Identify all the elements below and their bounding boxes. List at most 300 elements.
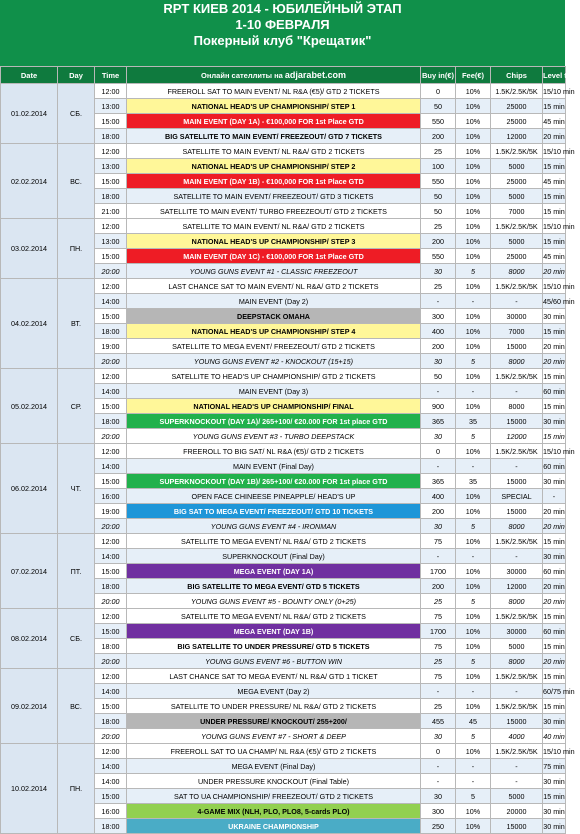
level-cell: 15 min <box>543 399 566 414</box>
event-cell: UNDER PRESSURE KNOCKOUT (Final Table) <box>127 774 421 789</box>
chips-cell: - <box>491 384 543 399</box>
col-event <box>127 67 421 84</box>
fee-cell: 10% <box>456 639 491 654</box>
fee-cell: 10% <box>456 369 491 384</box>
fee-cell: 5 <box>456 354 491 369</box>
time-cell: 15:00 <box>95 564 127 579</box>
fee-cell: - <box>456 459 491 474</box>
level-cell: 20 min <box>543 354 566 369</box>
event-cell: FREEROLL SAT TO MAIN EVENT/ NL R&A (€5)/ GTD 2 TICKETS <box>127 84 421 99</box>
time-cell: 12:00 <box>95 444 127 459</box>
buyin-cell: 200 <box>421 129 456 144</box>
event-dates: 1-10 ФЕВРАЛЯ <box>235 17 330 32</box>
time-cell: 13:00 <box>95 99 127 114</box>
chips-cell: 8000 <box>491 354 543 369</box>
chips-cell: 7000 <box>491 324 543 339</box>
level-cell: 15 min <box>543 639 566 654</box>
fee-cell: 10% <box>456 489 491 504</box>
buyin-cell: 550 <box>421 174 456 189</box>
fee-cell: 10% <box>456 249 491 264</box>
event-cell: SAT TO UA CHAMPIONSHIP/ FREEZEOUT/ GTD 2 TICKETS <box>127 789 421 804</box>
club-name: Покерный клуб "Крещатик" <box>193 33 372 48</box>
chips-cell: 1.5K/2.5K/5K <box>491 669 543 684</box>
time-cell: 15:00 <box>95 399 127 414</box>
time-cell: 16:00 <box>95 804 127 819</box>
fee-cell: 5 <box>456 429 491 444</box>
event-cell: LAST CHANCE SAT TO MAIN EVENT/ NL R&A/ GTD 2 TICKETS <box>127 279 421 294</box>
event-title: RPT КИЕВ 2014 - ЮБИЛЕЙНЫЙ ЭТАП <box>163 1 402 16</box>
event-cell: YOUNG GUNS EVENT #5 - BOUNTY ONLY (0+25) <box>127 594 421 609</box>
event-cell: FREEROLL SAT TO UA CHAMP/ NL R&A (€5)/ GTD 2 TICKETS <box>127 744 421 759</box>
time-cell: 15:00 <box>95 114 127 129</box>
time-cell: 15:00 <box>95 309 127 324</box>
buyin-cell: 75 <box>421 639 456 654</box>
date-cell: 03.02.2014 <box>1 219 58 279</box>
event-cell: SATELLITE TO MAIN EVENT/ FREEZEOUT/ GTD 3 TICKETS <box>127 189 421 204</box>
day-cell: ПТ. <box>58 534 95 609</box>
level-cell: 15/10 min <box>543 219 566 234</box>
day-cell: ЧТ. <box>58 444 95 534</box>
time-cell: 18:00 <box>95 129 127 144</box>
time-cell: 15:00 <box>95 249 127 264</box>
buyin-cell: 50 <box>421 369 456 384</box>
level-cell: 60 min <box>543 624 566 639</box>
table-row <box>1 609 566 624</box>
time-cell: 18:00 <box>95 189 127 204</box>
chips-cell: 25000 <box>491 99 543 114</box>
day-cell: ВС. <box>58 144 95 219</box>
buyin-cell: 75 <box>421 609 456 624</box>
time-cell: 14:00 <box>95 759 127 774</box>
fee-cell: 10% <box>456 129 491 144</box>
event-cell: MEGA EVENT (DAY 1A) <box>127 564 421 579</box>
fee-cell: 5 <box>456 519 491 534</box>
level-cell: 30 min <box>543 804 566 819</box>
fee-cell: - <box>456 684 491 699</box>
event-cell: SATELLITE TO MAIN EVENT/ NL R&A/ GTD 2 TICKETS <box>127 219 421 234</box>
buyin-cell: 300 <box>421 309 456 324</box>
level-cell: 15 min <box>543 369 566 384</box>
chips-cell: 1.5K/2.5K/5K <box>491 219 543 234</box>
col-time: Time <box>95 67 127 84</box>
event-cell: NATIONAL HEAD'S UP CHAMPIONSHIP/ STEP 2 <box>127 159 421 174</box>
event-cell: LAST CHANCE SAT TO MEGA EVENT/ NL R&A/ GTD 1 TICKET <box>127 669 421 684</box>
level-cell: 15 min <box>543 234 566 249</box>
fee-cell: 10% <box>456 579 491 594</box>
fee-cell: 10% <box>456 234 491 249</box>
chips-cell: 8000 <box>491 399 543 414</box>
buyin-cell: - <box>421 294 456 309</box>
level-cell: 20 min <box>543 654 566 669</box>
col-fee: Fee(€) <box>456 67 491 84</box>
time-cell: 15:00 <box>95 699 127 714</box>
day-cell: ВС. <box>58 669 95 744</box>
buyin-cell: 30 <box>421 789 456 804</box>
event-cell: MEGA EVENT (Final Day) <box>127 759 421 774</box>
level-cell: 30 min <box>543 414 566 429</box>
event-cell: UNDER PRESSURE/ KNOCKOUT/ 255+200/ <box>127 714 421 729</box>
level-cell: 30 min <box>543 309 566 324</box>
fee-cell: 10% <box>456 534 491 549</box>
chips-cell: 1.5K/2.5K/5K <box>491 444 543 459</box>
time-cell: 15:00 <box>95 624 127 639</box>
level-cell: 30 min <box>543 714 566 729</box>
level-cell: 15/10 min <box>543 444 566 459</box>
chips-cell: - <box>491 294 543 309</box>
fee-cell: 35 <box>456 414 491 429</box>
chips-cell: 5000 <box>491 234 543 249</box>
level-cell: 45 min <box>543 174 566 189</box>
date-cell: 04.02.2014 <box>1 279 58 369</box>
chips-cell: 30000 <box>491 624 543 639</box>
table-row <box>1 444 566 459</box>
date-cell: 09.02.2014 <box>1 669 58 744</box>
fee-cell: - <box>456 549 491 564</box>
buyin-cell: 200 <box>421 339 456 354</box>
time-cell: 15:00 <box>95 474 127 489</box>
buyin-cell: 200 <box>421 504 456 519</box>
buyin-cell: 25 <box>421 654 456 669</box>
buyin-cell: 900 <box>421 399 456 414</box>
fee-cell: 10% <box>456 699 491 714</box>
date-cell: 10.02.2014 <box>1 744 58 834</box>
col-chips: Chips <box>491 67 543 84</box>
buyin-cell: 365 <box>421 474 456 489</box>
level-cell: - <box>543 489 566 504</box>
time-cell: 15:00 <box>95 174 127 189</box>
event-cell: YOUNG GUNS EVENT #4 - IRONMAN <box>127 519 421 534</box>
event-cell: SATELLITE TO MEGA EVENT/ FREEZEOUT/ GTD 2 TICKETS <box>127 339 421 354</box>
level-cell: 15 min <box>543 189 566 204</box>
date-cell: 02.02.2014 <box>1 144 58 219</box>
fee-cell: 10% <box>456 174 491 189</box>
fee-cell: 5 <box>456 264 491 279</box>
buyin-cell: 0 <box>421 444 456 459</box>
fee-cell: - <box>456 384 491 399</box>
time-cell: 18:00 <box>95 714 127 729</box>
col-level: Level time <box>543 67 566 84</box>
buyin-cell: 400 <box>421 489 456 504</box>
chips-cell: 8000 <box>491 594 543 609</box>
fee-cell: 10% <box>456 309 491 324</box>
time-cell: 18:00 <box>95 324 127 339</box>
event-cell: NATIONAL HEAD'S UP CHAMPIONSHIP/ FINAL <box>127 399 421 414</box>
event-cell: SUPERKNOCKOUT (DAY 1B)/ 265+100/ €20.000 FOR 1st place GTD <box>127 474 421 489</box>
time-cell: 18:00 <box>95 414 127 429</box>
chips-cell: 25000 <box>491 174 543 189</box>
time-cell: 14:00 <box>95 459 127 474</box>
date-cell: 06.02.2014 <box>1 444 58 534</box>
event-cell: YOUNG GUNS EVENT #6 - BUTTON WIN <box>127 654 421 669</box>
chips-cell: 20000 <box>491 804 543 819</box>
chips-cell: 1.5K/2.5K/5K <box>491 699 543 714</box>
time-cell: 21:00 <box>95 204 127 219</box>
chips-cell: 8000 <box>491 264 543 279</box>
level-cell: 15 min <box>543 324 566 339</box>
event-cell: MAIN EVENT (Day 2) <box>127 294 421 309</box>
event-cell: BIG SAT TO MEGA EVENT/ FREEZEOUT/ GTD 10 TICKETS <box>127 504 421 519</box>
table-row <box>1 219 566 234</box>
event-cell: OPEN FACE CHINEESE PINEAPPLE/ HEAD'S UP <box>127 489 421 504</box>
chips-cell: 5000 <box>491 789 543 804</box>
table-row <box>1 84 566 99</box>
chips-cell: 15000 <box>491 474 543 489</box>
time-cell: 12:00 <box>95 279 127 294</box>
fee-cell: 10% <box>456 84 491 99</box>
col-event-prefix: Онлайн сателлиты на <box>201 70 285 80</box>
fee-cell: 10% <box>456 339 491 354</box>
buyin-cell: 550 <box>421 249 456 264</box>
level-cell: 30 min <box>543 474 566 489</box>
fee-cell: 10% <box>456 819 491 834</box>
buyin-cell: 1700 <box>421 624 456 639</box>
fee-cell: 10% <box>456 609 491 624</box>
level-cell: 45 min <box>543 114 566 129</box>
chips-cell: 30000 <box>491 564 543 579</box>
chips-cell: 15000 <box>491 714 543 729</box>
event-cell: BIG SATELLITE TO MAIN EVENT/ FREEZEOUT/ GTD 7 TICKETS <box>127 129 421 144</box>
level-cell: 15 min <box>543 699 566 714</box>
chips-cell: SPECIAL <box>491 489 543 504</box>
fee-cell: - <box>456 774 491 789</box>
event-cell: DEEPSTACK OMAHA <box>127 309 421 324</box>
fee-cell: 5 <box>456 729 491 744</box>
time-cell: 18:00 <box>95 579 127 594</box>
fee-cell: 10% <box>456 279 491 294</box>
fee-cell: - <box>456 759 491 774</box>
buyin-cell: 200 <box>421 234 456 249</box>
buyin-cell: 75 <box>421 534 456 549</box>
chips-cell: 1.5K/2.5K/5K <box>491 84 543 99</box>
level-cell: 20 min <box>543 579 566 594</box>
buyin-cell: 455 <box>421 714 456 729</box>
buyin-cell: 365 <box>421 414 456 429</box>
date-cell: 08.02.2014 <box>1 609 58 669</box>
chips-cell: 15000 <box>491 414 543 429</box>
level-cell: 15/10 min <box>543 279 566 294</box>
chips-cell: 12000 <box>491 429 543 444</box>
fee-cell: 5 <box>456 789 491 804</box>
chips-cell: 15000 <box>491 339 543 354</box>
chips-cell: - <box>491 684 543 699</box>
event-cell: MEGA EVENT (Day 2) <box>127 684 421 699</box>
day-cell: ПН. <box>58 219 95 279</box>
day-cell: СБ. <box>58 609 95 669</box>
level-cell: 15 min <box>543 789 566 804</box>
chips-cell: 15000 <box>491 819 543 834</box>
table-row <box>1 669 566 684</box>
event-cell: 4-GAME MIX (NLH, PLO, PLO8, 5-cards PLO) <box>127 804 421 819</box>
level-cell: 45 min <box>543 249 566 264</box>
fee-cell: 10% <box>456 324 491 339</box>
buyin-cell: - <box>421 384 456 399</box>
fee-cell: 10% <box>456 189 491 204</box>
event-cell: SUPERKNOCKOUT (Final Day) <box>127 549 421 564</box>
chips-cell: 1.5K/2.5K/5K <box>491 369 543 384</box>
col-day: Day <box>58 67 95 84</box>
event-cell: UKRAINE CHAMPIONSHIP <box>127 819 421 834</box>
fee-cell: 10% <box>456 744 491 759</box>
event-cell: NATIONAL HEAD'S UP CHAMPIONSHIP/ STEP 3 <box>127 234 421 249</box>
event-cell: YOUNG GUNS EVENT #1 - CLASSIC FREEZEOUT <box>127 264 421 279</box>
buyin-cell: 25 <box>421 594 456 609</box>
fee-cell: 10% <box>456 144 491 159</box>
schedule-table <box>0 66 580 834</box>
level-cell: 60/75 min <box>543 684 566 699</box>
table-row <box>1 144 566 159</box>
level-cell: 15 min <box>543 99 566 114</box>
table-row <box>1 279 566 294</box>
time-cell: 12:00 <box>95 609 127 624</box>
time-cell: 13:00 <box>95 159 127 174</box>
time-cell: 18:00 <box>95 819 127 834</box>
event-cell: SATELLITE TO MAIN EVENT/ NL R&A/ GTD 2 TICKETS <box>127 144 421 159</box>
time-cell: 20:00 <box>95 654 127 669</box>
buyin-cell: 0 <box>421 744 456 759</box>
day-cell: ВТ. <box>58 279 95 369</box>
time-cell: 12:00 <box>95 144 127 159</box>
time-cell: 20:00 <box>95 264 127 279</box>
day-cell: СР. <box>58 369 95 444</box>
fee-cell: 10% <box>456 624 491 639</box>
event-cell: NATIONAL HEAD'S UP CHAMPIONSHIP/ STEP 1 <box>127 99 421 114</box>
level-cell: 15 min <box>543 204 566 219</box>
fee-cell: 10% <box>456 204 491 219</box>
event-cell: BIG SATELLITE TO MEGA EVENT/ GTD 5 TICKETS <box>127 579 421 594</box>
time-cell: 12:00 <box>95 534 127 549</box>
event-cell: SATELLITE TO MAIN EVENT/ TURBO FREEZEOUT/ GTD 2 TICKETS <box>127 204 421 219</box>
time-cell: 12:00 <box>95 84 127 99</box>
level-cell: 15 min <box>543 534 566 549</box>
time-cell: 18:00 <box>95 639 127 654</box>
level-cell: 15/10 min <box>543 84 566 99</box>
level-cell: 15 min <box>543 669 566 684</box>
level-cell: 20 min <box>543 594 566 609</box>
time-cell: 14:00 <box>95 549 127 564</box>
chips-cell: 4000 <box>491 729 543 744</box>
level-cell: 20 min <box>543 129 566 144</box>
event-cell: NATIONAL HEAD'S UP CHAMPIONSHIP/ STEP 4 <box>127 324 421 339</box>
time-cell: 20:00 <box>95 729 127 744</box>
chips-cell: 8000 <box>491 654 543 669</box>
buyin-cell: 30 <box>421 429 456 444</box>
level-cell: 15/10 min <box>543 144 566 159</box>
level-cell: 40 min <box>543 729 566 744</box>
level-cell: 15 min <box>543 609 566 624</box>
fee-cell: 35 <box>456 474 491 489</box>
chips-cell: 12000 <box>491 579 543 594</box>
col-buyin: Buy in(€) <box>421 67 456 84</box>
buyin-cell: 30 <box>421 354 456 369</box>
chips-cell: 7000 <box>491 204 543 219</box>
buyin-cell: - <box>421 549 456 564</box>
date-cell: 01.02.2014 <box>1 84 58 144</box>
table-row <box>1 744 566 759</box>
time-cell: 20:00 <box>95 429 127 444</box>
buyin-cell: - <box>421 759 456 774</box>
fee-cell: 10% <box>456 399 491 414</box>
event-cell: BIG SATELLITE TO UNDER PRESSURE/ GTD 5 TICKETS <box>127 639 421 654</box>
time-cell: 16:00 <box>95 489 127 504</box>
time-cell: 20:00 <box>95 594 127 609</box>
buyin-cell: 25 <box>421 279 456 294</box>
buyin-cell: 400 <box>421 324 456 339</box>
time-cell: 15:00 <box>95 789 127 804</box>
fee-cell: 5 <box>456 654 491 669</box>
buyin-cell: 30 <box>421 519 456 534</box>
event-cell: SATELLITE TO MEGA EVENT/ NL R&A/ GTD 2 TICKETS <box>127 609 421 624</box>
chips-cell: 5000 <box>491 189 543 204</box>
time-cell: 14:00 <box>95 294 127 309</box>
chips-cell: 1.5K/2.5K/5K <box>491 279 543 294</box>
time-cell: 19:00 <box>95 504 127 519</box>
header-row <box>1 67 566 84</box>
chips-cell: - <box>491 459 543 474</box>
buyin-cell: 250 <box>421 819 456 834</box>
time-cell: 14:00 <box>95 684 127 699</box>
time-cell: 14:00 <box>95 774 127 789</box>
level-cell: 30 min <box>543 819 566 834</box>
chips-cell: 1.5K/2.5K/5K <box>491 744 543 759</box>
level-cell: 45/60 min <box>543 294 566 309</box>
chips-cell: 1.5K/2.5K/5K <box>491 534 543 549</box>
chips-cell: 1.5K/2.5K/5K <box>491 609 543 624</box>
event-cell: MAIN EVENT (DAY 1C) - €100,000 FOR 1st Place GTD <box>127 249 421 264</box>
fee-cell: 10% <box>456 219 491 234</box>
time-cell: 20:00 <box>95 354 127 369</box>
buyin-cell: 25 <box>421 699 456 714</box>
chips-cell: 25000 <box>491 114 543 129</box>
level-cell: 60 min <box>543 564 566 579</box>
level-cell: 20 min <box>543 339 566 354</box>
day-cell: СБ. <box>58 84 95 144</box>
site-link[interactable]: adjarabet.com <box>284 69 346 80</box>
fee-cell: 10% <box>456 564 491 579</box>
chips-cell: 30000 <box>491 309 543 324</box>
fee-cell: 10% <box>456 444 491 459</box>
fee-cell: 10% <box>456 159 491 174</box>
time-cell: 13:00 <box>95 234 127 249</box>
event-cell: SATELLITE TO HEAD'S UP CHAMPIONSHIP/ GTD 2 TICKETS <box>127 369 421 384</box>
level-cell: 20 min <box>543 264 566 279</box>
fee-cell: 10% <box>456 669 491 684</box>
event-cell: SUPERKNOCKOUT (DAY 1A)/ 265+100/ €20.000 FOR 1st place GTD <box>127 414 421 429</box>
level-cell: 60 min <box>543 459 566 474</box>
fee-cell: 10% <box>456 804 491 819</box>
time-cell: 12:00 <box>95 219 127 234</box>
schedule-body <box>1 84 575 834</box>
level-cell: 75 min <box>543 759 566 774</box>
time-cell: 19:00 <box>95 339 127 354</box>
event-cell: MAIN EVENT (Day 3) <box>127 384 421 399</box>
event-cell: YOUNG GUNS EVENT #2 - KNOCKOUT (15+15) <box>127 354 421 369</box>
buyin-cell: 25 <box>421 144 456 159</box>
day-cell: ПН. <box>58 744 95 834</box>
level-cell: 20 min <box>543 504 566 519</box>
date-cell: 07.02.2014 <box>1 534 58 609</box>
buyin-cell: 1700 <box>421 564 456 579</box>
table-row <box>1 369 566 384</box>
event-cell: SATELLITE TO MEGA EVENT/ NL R&A/ GTD 2 TICKETS <box>127 534 421 549</box>
level-cell: 30 min <box>543 774 566 789</box>
event-cell: YOUNG GUNS EVENT #7 - SHORT & DEEP <box>127 729 421 744</box>
event-cell: MAIN EVENT (Final Day) <box>127 459 421 474</box>
banner-header <box>0 0 565 66</box>
buyin-cell: 100 <box>421 159 456 174</box>
level-cell: 15/10 min <box>543 744 566 759</box>
level-cell: 20 min <box>543 519 566 534</box>
buyin-cell: - <box>421 459 456 474</box>
